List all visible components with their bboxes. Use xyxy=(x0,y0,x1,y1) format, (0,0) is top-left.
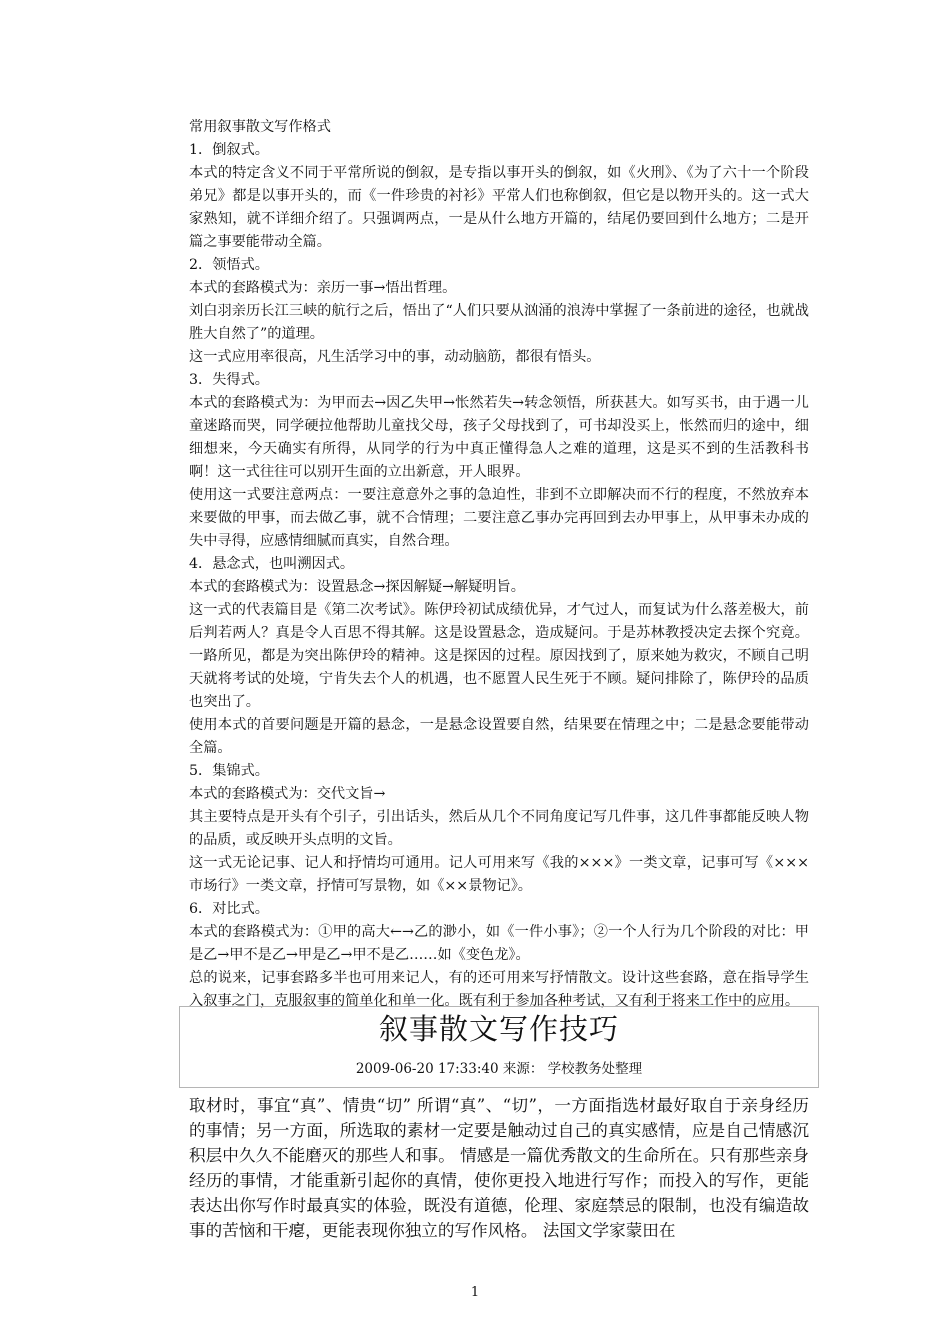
paragraph: 3．失得式。 xyxy=(189,372,269,388)
paragraph: 其主要特点是开头有个引子，引出话头，然后从几个不同角度记写几件事，这几件事都能反映人物的品质，或反映开头点明的文旨。 xyxy=(189,809,809,848)
paragraph: 这一式应用率很高，凡生活学习中的事，动动脑筋，都很有悟头。 xyxy=(189,349,601,365)
document-heading: 常用叙事散文写作格式 xyxy=(189,119,331,135)
paragraph: 这一式无论记事、记人和抒情均可通用。记人可用来写《我的×××》一类文章，记事可写《×××市场行》一类文章，抒情可写景物，如《××景物记》。 xyxy=(189,855,809,894)
page-number: 1 xyxy=(470,1285,480,1300)
paragraph: 刘白羽亲历长江三峡的航行之后，悟出了“人们只要从汹涌的浪涛中掌握了一条前进的途径，也就战胜大自然了”的道理。 xyxy=(189,303,809,342)
article-meta: 2009-06-20 17:33:40 来源： 学校教务处整理 xyxy=(355,1061,643,1077)
paragraph: 6．对比式。 xyxy=(189,901,269,917)
article-body xyxy=(189,1093,809,1243)
paragraph: 本式的特定含义不同于平常所说的倒叙，是专指以事开头的倒叙，如《火刑》、《为了六十一个阶段弟兄》都是以事开头的，而《一件珍贵的衬衫》平常人们也称倒叙，但它是以物开头的。这一式大家熟知，就不详细介绍了。只强调两点，一是从什么地方开篇的，结尾仍要回到什么地方；二是开篇之事要能带动全篇。 xyxy=(189,165,809,250)
article-header-box xyxy=(179,1006,819,1088)
paragraph: 本式的套路模式为：设置悬念→探因解疑→解疑明旨。 xyxy=(189,579,525,595)
article-paragraph: 取材时，事宜“真”、情贵“切” 所谓“真”、“切”，一方面指选材最好取自于亲身经历的事情；另一方面，所选取的素材一定要是触动过自己的真实感情，应是自己情感沉积层中久久不能磨灭的那些人和事。 情感是一篇优秀散文的生命所在。只有那些亲身经历的事情，才能重新引起你的真情，使你更投入地进行写作；而投入的写作，更能表达出你写作时最真实的体验，既没有道德，伦理、家庭禁忌的限制，也没有编造故事的苦恼和干瘪，更能表现你独立的写作风格。 法国文学家蒙田在 xyxy=(189,1096,809,1240)
paragraph: 这一式的代表篇目是《第二次考试》。陈伊玲初试成绩优异，才气过人，而复试为什么落差极大，前后判若两人？真是令人百思不得其解。这是设置悬念，造成疑问。于是苏林教授决定去探个究竟。一路所见，都是为突出陈伊玲的精神。这是探因的过程。原因找到了，原来她为救灾，不顾自己明天就将考试的处境，宁肯失去个人的机遇，也不愿置人民生死于不顾。疑问排除了，陈伊玲的品质也突出了。 xyxy=(189,602,809,710)
article-title: 叙事散文写作技巧 xyxy=(378,1012,619,1046)
paragraph: 2．领悟式。 xyxy=(189,257,269,273)
paragraph: 4．悬念式，也叫溯因式。 xyxy=(189,556,355,572)
paragraph: 本式的套路模式为：为甲而去→因乙失甲→怅然若失→转念领悟，所获甚大。如写买书，由于遇一儿童迷路而哭，同学硬拉他帮助儿童找父母，孩子父母找到了，可书却没买上，怅然而归的途中，细细想来，今天确实有所得，从同学的行为中真正懂得急人之难的道理，这是买不到的生活教科书啊！这一式往往可以别开生面的立出新意，开人眼界。 xyxy=(189,395,809,480)
paragraph: 总的说来，记事套路多半也可用来记人，有的还可用来写抒情散文。设计这些套路，意在指导学生入叙事之门，克服叙事的简单化和单一化。既有利于参加各种考试，又有利于将来工作中的应用。 xyxy=(189,970,809,1009)
paragraph: 使用本式的首要问题是开篇的悬念，一是悬念设置要自然，结果要在情理之中；二是悬念要能带动全篇。 xyxy=(189,717,809,756)
paragraph: 使用这一式要注意两点：一要注意意外之事的急迫性，非到不立即解决而不行的程度，不然放弃本来要做的甲事，而去做乙事，就不合情理；二要注意乙事办完再回到去办甲事上，从甲事未办成的失中寻得，应感情细腻而真实，自然合理。 xyxy=(189,487,809,549)
paragraph: 5．集锦式。 xyxy=(189,763,269,779)
paragraph: 本式的套路模式为：亲历一事→悟出哲理。 xyxy=(189,280,457,296)
document-body xyxy=(189,116,809,1013)
paragraph: 本式的套路模式为：交代文旨→ xyxy=(189,786,386,802)
paragraph: 本式的套路模式为：①甲的高大←→乙的渺小，如《一件小事》；②一个人行为几个阶段的对比：甲是乙→甲不是乙→甲是乙→甲不是乙……如《变色龙》。 xyxy=(189,924,809,963)
paragraph: 1．倒叙式。 xyxy=(189,142,269,158)
